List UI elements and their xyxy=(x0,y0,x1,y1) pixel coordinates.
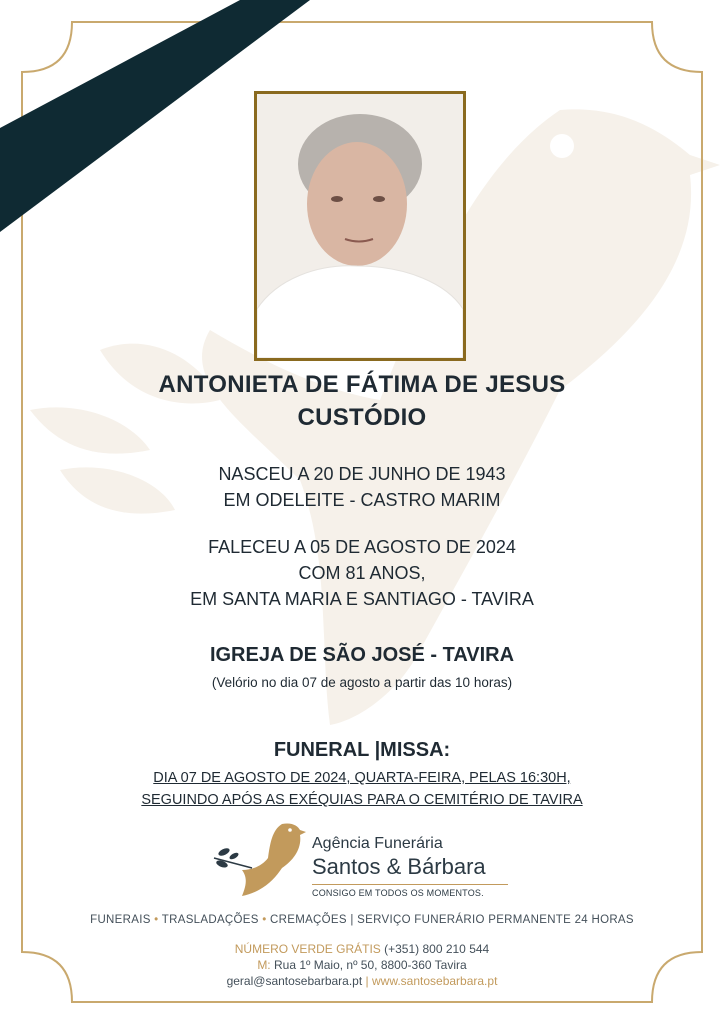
portrait-photo xyxy=(254,91,466,361)
funeral-line-1: DIA 07 DE AGOSTO DE 2024, QUARTA-FEIRA, PELAS 16:30H, xyxy=(153,770,571,786)
service-permanent: SERVIÇO FUNERÁRIO PERMANENTE 24 HORAS xyxy=(357,914,634,926)
service-transfers: TRASLADAÇÕES xyxy=(161,914,259,926)
address: Rua 1º Maio, nº 50, 8800-360 Tavira xyxy=(274,958,467,972)
agency-logo xyxy=(212,818,522,900)
death-date: FALECEU A 05 DE AGOSTO DE 2024 xyxy=(208,537,516,557)
agency-tagline: CONSIGO EM TODOS OS MOMENTOS. xyxy=(312,888,484,898)
email-link[interactable]: geral@santosebarbara.pt xyxy=(226,974,363,988)
funeral-title: FUNERAL |MISSA: xyxy=(273,739,451,761)
phone-label: NÚMERO VERDE GRÁTIS xyxy=(234,942,381,956)
address-label: M: xyxy=(257,958,271,972)
contact-info: NÚMERO VERDE GRÁTIS (+351) 800 210 544 M: Rua 1º Maio, nº 50, 8800-360 Tavira geral@santosebarbara.pt | www.santosebarbara.pt xyxy=(226,942,498,988)
website-link[interactable]: www.santosebarbara.pt xyxy=(372,974,498,988)
portrait-placeholder-icon xyxy=(257,94,463,358)
name-line-1: ANTONIETA DE FÁTIMA DE JESUS xyxy=(158,371,566,398)
death-age: COM 81 ANOS, xyxy=(298,563,426,583)
death-place: EM SANTA MARIA E SANTIAGO - TAVIRA xyxy=(190,589,534,609)
birth-date: NASCEU A 20 DE JUNHO DE 1943 xyxy=(218,464,506,484)
service-cremations: CREMAÇÕES xyxy=(270,914,347,926)
funeral-line-2: SEGUINDO APÓS AS EXÉQUIAS PARA O CEMITÉRIO DE TAVIRA xyxy=(141,792,583,808)
service-funerals: FUNERAIS xyxy=(90,914,151,926)
death-info xyxy=(0,534,724,612)
deceased-name xyxy=(0,368,724,434)
birth-place: EM ODELEITE - CASTRO MARIM xyxy=(223,490,501,510)
brand-divider xyxy=(312,884,508,885)
church-name: IGREJA DE SÃO JOSÉ - TAVIRA xyxy=(209,644,515,666)
name-line-2: CUSTÓDIO xyxy=(297,404,427,431)
agency-name: Santos & Bárbara xyxy=(312,854,486,879)
funeral-details xyxy=(0,767,724,811)
agency-line-1: Agência Funerária xyxy=(312,835,443,852)
wake-info: (Velório no dia 07 de agosto a partir das 10 horas) xyxy=(211,675,513,690)
birth-info xyxy=(0,461,724,513)
bird-logo-icon xyxy=(212,818,308,900)
phone-number[interactable]: (+351) 800 210 544 xyxy=(384,942,490,956)
services-list: FUNERAIS • TRASLADAÇÕES • CREMAÇÕES | SERVIÇO FUNERÁRIO PERMANENTE 24 HORAS xyxy=(90,914,634,926)
